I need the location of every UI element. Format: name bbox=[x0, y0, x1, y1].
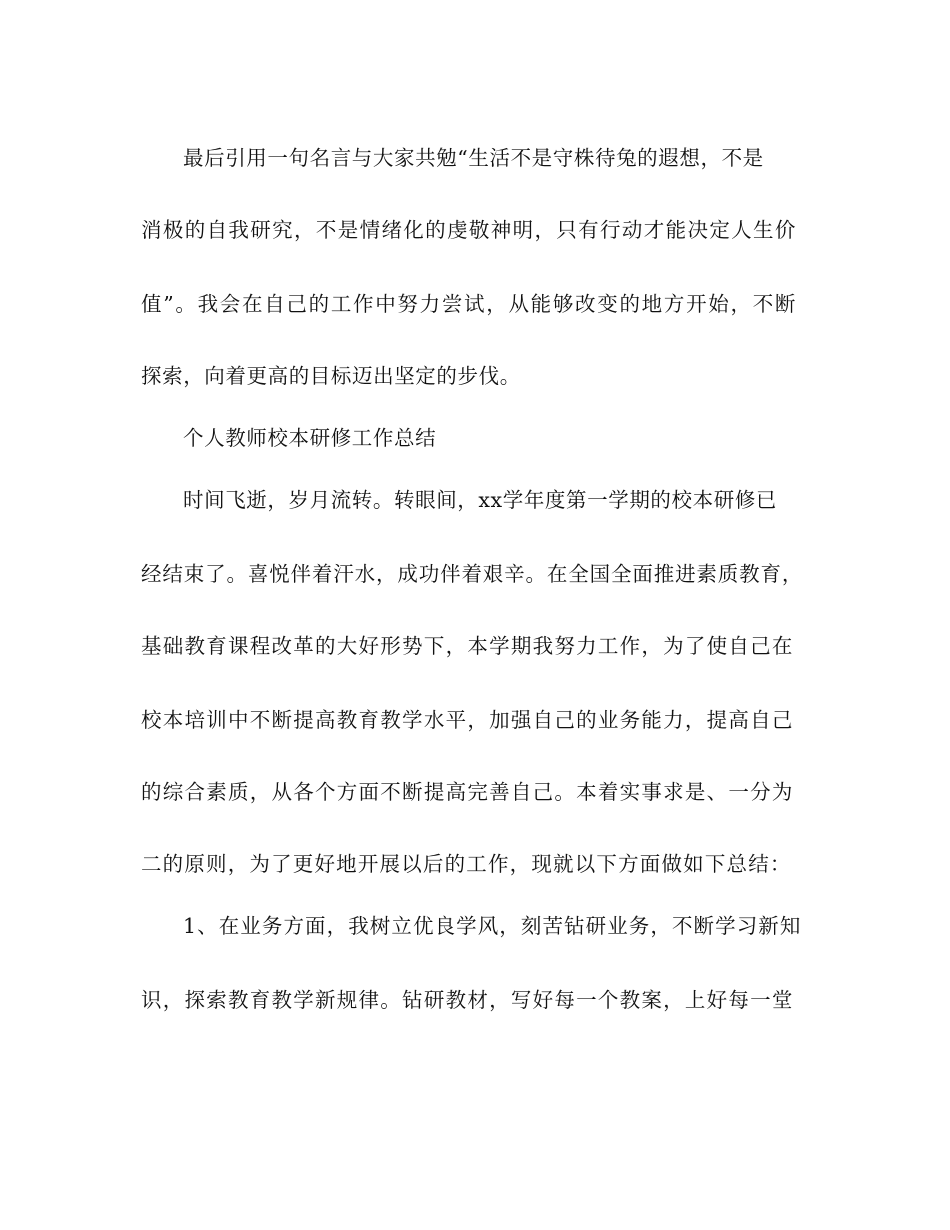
paragraph-line: 消极的自我研究，不是情绪化的虔敬神明，只有行动才能决定人生价 bbox=[141, 218, 796, 242]
paragraph-line: 二的原则，为了更好地开展以后的工作，现就以下方面做如下总结： bbox=[141, 852, 791, 876]
paragraph-line: 最后引用一句名言与大家共勉“生活不是守株待兔的遐想，不是 bbox=[183, 146, 764, 170]
paragraph-line: 校本培训中不断提高教育教学水平，加强自己的业务能力，提高自己 bbox=[141, 708, 793, 732]
paragraph-line: 识，探索教育教学新规律。钻研教材，写好每一个教案，上好每一堂 bbox=[141, 988, 793, 1012]
paragraph-line: 探索，向着更高的目标迈出坚定的步伐。 bbox=[141, 364, 521, 388]
paragraph-line: 基础教育课程改革的大好形势下，本学期我努力工作，为了使自己在 bbox=[141, 634, 793, 658]
paragraph-line: 时间飞逝，岁月流转。转眼间，xx学年度第一学期的校本研修已 bbox=[183, 488, 778, 512]
section-heading: 个人教师校本研修工作总结 bbox=[183, 426, 437, 450]
paragraph-line: 1、在业务方面，我树立优良学风，刻苦钻研业务，不断学习新知 bbox=[183, 914, 801, 938]
paragraph-line: 经结束了。喜悦伴着汗水，成功伴着艰辛。在全国全面推进素质教育， bbox=[141, 562, 803, 586]
paragraph-line: 值”。我会在自己的工作中努力尝试，从能够改变的地方开始，不断 bbox=[141, 292, 796, 316]
paragraph-line: 的综合素质，从各个方面不断提高完善自己。本着实事求是、一分为 bbox=[141, 780, 793, 804]
